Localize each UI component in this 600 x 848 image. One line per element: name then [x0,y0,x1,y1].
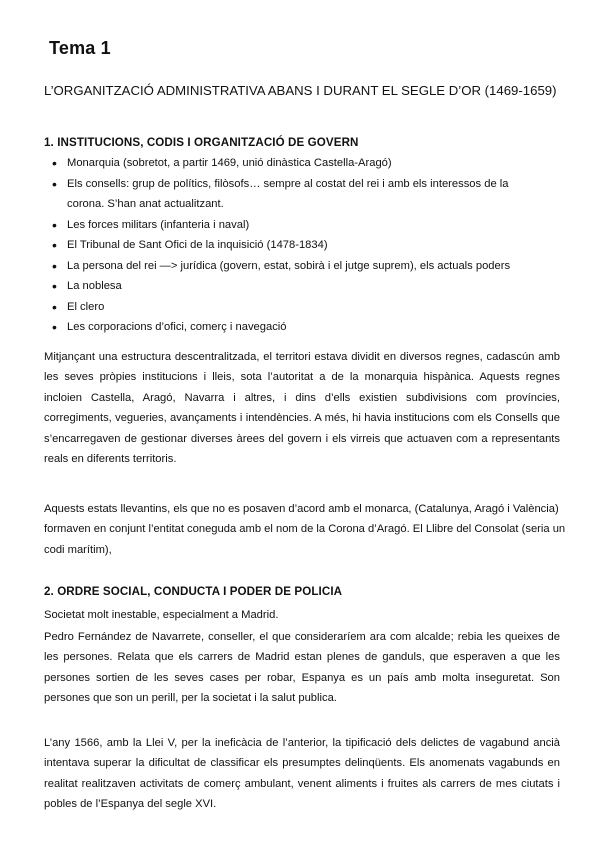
section2-paragraph-1: Pedro Fernández de Navarrete, conseller, el que consideraríem ara com alcalde; rebia les queixes de les persones. Relata que els carrers de Madrid estan plenes de ganduls, que esperaven a que les persones sortien de les seves cases per robar, Espanya es un país amb molta inseguretat. Son persones que son un perill, per la societat i la salut publica. [44,631,560,705]
list-item: • Els consells: grup de polítics, filòsofs… sempre al costat del rei i amb els interessos de la corona. S’han anat actualitzant. [46,174,535,215]
section1-heading: 1. INSTITUCIONS, CODIS I ORGANITZACIÓ DE GOVERN [44,136,359,149]
section1-paragraph-1: Mitjançant una estructura descentralitzada, el territori estava dividit en diversos regnes, cadascún amb les seves pròpies institucions i lleis, sota l’autoritat a de la monarquia hispànica. Aquests regnes incloien Castella, Aragó, Navarra i altres, i dins d’ells existien subdivisions com províncies, corregiments, vegueries, avançaments i intendències. A més, hi havia institucions com els Consells que s’encarregaven de gestionar diverses àrees del govern i els virreis que actuaven com a representants reals en diferents territoris. [44,351,560,466]
section2-intro: Societat molt inestable, especialment a Madrid. [44,609,279,621]
section2-paragraph-2: L’any 1566, amb la Llei V, per la ineficàcia de l’anterior, la tipificació dels delictes de vagabund ancià intentava superar la dificultat de classificar els presumptes delinqüents. Els anomenats vagabunds en realitat realitzaven activitats de comerç ambulant, venent aliments i fruites als carrers de mes ciutats i pobles de l’Espanya del segle XVI. [44,737,560,811]
list-item: • La persona del rei —> jurídica (govern, estat, sobirà i el jutge suprem), els actuals poders [46,256,536,277]
list-item: • Les corporacions d’ofici, comerç i navegació [46,317,536,338]
section2-heading: 2. ORDRE SOCIAL, CONDUCTA I PODER DE POLICIA [44,585,343,598]
document-title: L’ORGANITZACIÓ ADMINISTRATIVA ABANS I DURANT EL SEGLE D’OR (1469-1659) [44,83,557,98]
list-item: • El clero [46,297,536,318]
list-item: • El Tribunal de Sant Ofici de la inquisició (1478-1834) [46,235,536,256]
list-item: • La noblesa [46,276,536,297]
tema-heading: Tema 1 [49,38,111,58]
list-item: • Les forces militars (infanteria i naval) [46,215,536,236]
section1-paragraph-2: Aquests estats llevantins, els que no es posaven d’acord amb el monarca, (Catalunya, Aragó i València) formaven en conjunt l’entitat coneguda amb el nom de la Corona d’Aragó. El Llibre del Consolat (seria un codi marítim), [44,503,566,556]
institutions-list [46,153,536,338]
list-item: • Monarquia (sobretot, a partir 1469, unió dinàstica Castella-Aragó) [46,153,536,174]
